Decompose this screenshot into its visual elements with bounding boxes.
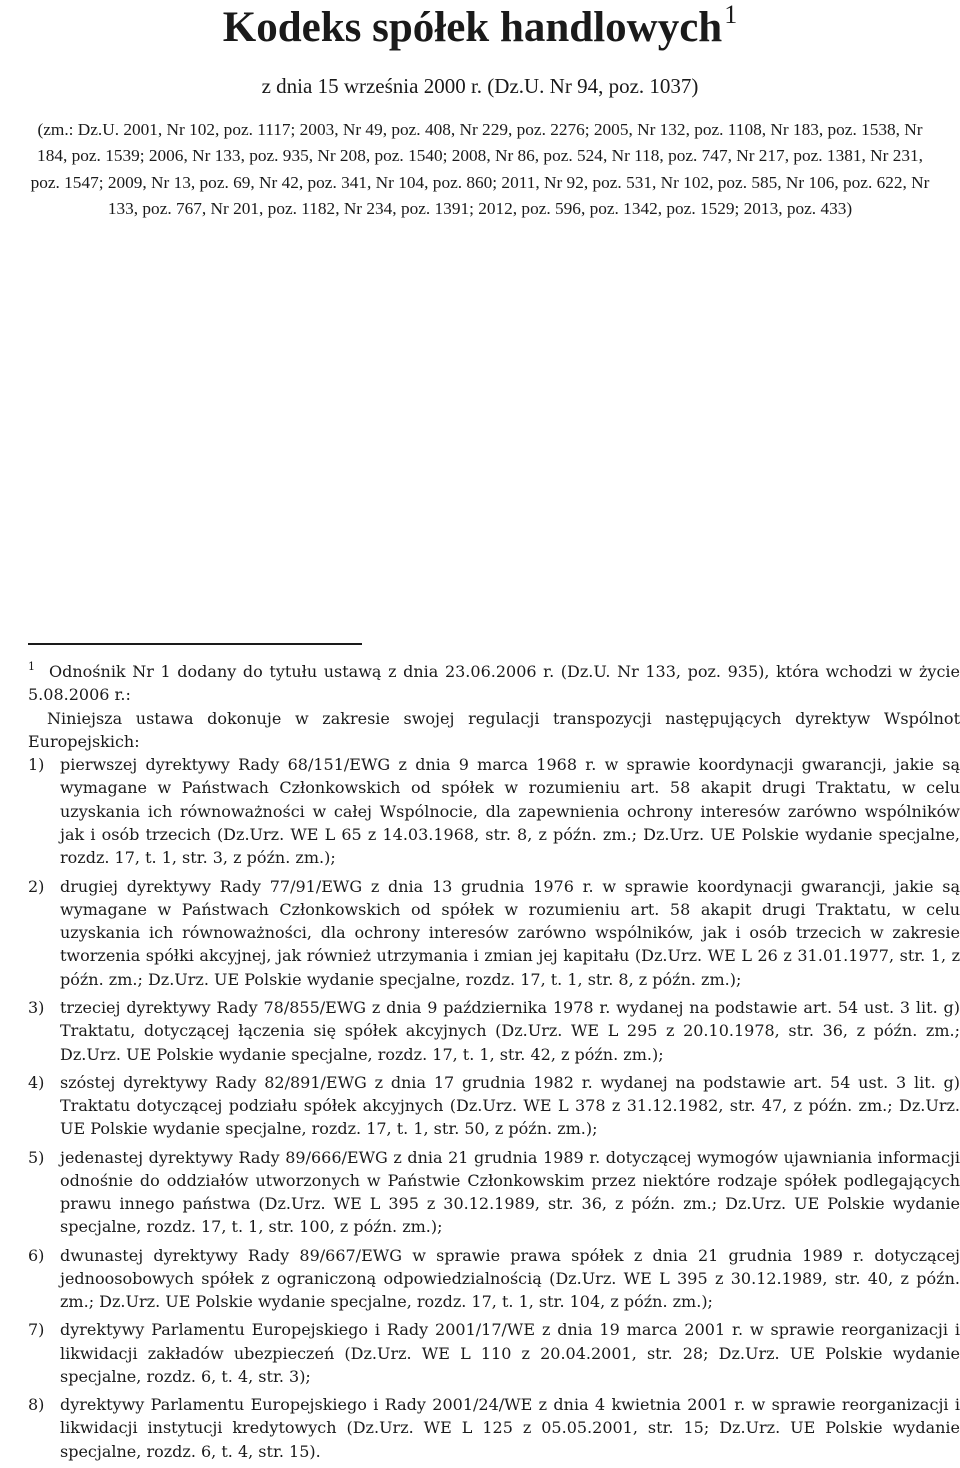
- directive-text: pierwszej dyrektywy Rady 68/151/EWG z dnia 9 marca 1968 r. w sprawie koordynacji gwarancji, jakie są wymagane w Państwach Członkowskich od spółek w rozumieniu art. 58 akapit drugi Traktatu, w celu uzyskania ich równoważności w całej Wspólnocie, dla zapewnienia ochrony interesów zarówno wspólników jak i osób trzecich (Dz.Urz. WE L 65 z 14.03.1968, str. 8, z późn. zm.; Dz.Urz. UE Polskie wydanie specjalne, rozdz. 17, t. 1, str. 3, z późn. zm.);: [60, 755, 960, 868]
- footnote-header: [28, 660, 960, 707]
- directive-number: 7): [28, 1320, 45, 1340]
- directive-number: 3): [28, 997, 45, 1017]
- directive-item: [28, 996, 960, 1066]
- directive-item: [28, 1146, 960, 1239]
- directive-list: [28, 753, 960, 1463]
- directive-number: 4): [28, 1072, 45, 1092]
- directive-text: dyrektywy Parlamentu Europejskiego i Rady 2001/17/WE z dnia 19 marca 2001 r. w sprawie reorganizacji i likwidacji zakładów ubezpieczeń (Dz.Urz. WE L 110 z 20.04.2001, str. 28; Dz.Urz. UE Polskie wydanie specjalne, rozdz. 6, t. 4, str. 3);: [60, 1320, 960, 1386]
- footnote-mark: 1: [28, 660, 35, 673]
- footnote-intro: Niniejsza ustawa dokonuje w zakresie swojej regulacji transpozycji następujących dyrektyw Wspólnot Europejskich:: [28, 708, 960, 751]
- directive-number: 6): [28, 1245, 45, 1265]
- directive-text: trzeciej dyrektywy Rady 78/855/EWG z dnia 9 października 1978 r. wydanej na podstawie art. 54 ust. 3 lit. g) Traktatu, dotyczącej łączenia się spółek akcyjnych (Dz.Urz. WE L 295 z 20.10.1978, str. 36, z późn. zm.; Dz.Urz. UE Polskie wydanie specjalne, rozdz. 17, t. 1, str. 42, z późn. zm.);: [60, 997, 960, 1064]
- directive-text: szóstej dyrektywy Rady 82/891/EWG z dnia 17 grudnia 1982 r. wydanej na podstawie art. 54 ust. 3 lit. g) Traktatu dotyczącej podziału spółek akcyjnych (Dz.Urz. WE L 378 z 31.12.1982, str. 47, z późn. zm.; Dz.Urz. UE Polskie wydanie specjalne, rozdz. 17, t. 1, str. 50, z późn. zm.);: [60, 1072, 960, 1139]
- directive-text: dyrektywy Parlamentu Europejskiego i Rady 2001/24/WE z dnia 4 kwietnia 2001 r. w sprawie reorganizacji i likwidacji instytucji kredytowych (Dz.Urz. WE L 125 z 05.05.2001, str. 15; Dz.Urz. UE Polskie wydanie specjalne, rozdz. 6, t. 4, str. 15).: [60, 1395, 960, 1461]
- document-date-source: z dnia 15 września 2000 r. (Dz.U. Nr 94, poz. 1037): [261, 74, 699, 98]
- directive-number: 2): [28, 876, 45, 896]
- footnote: [28, 660, 960, 1468]
- document-title: [0, 2, 960, 54]
- amendments-list: (zm.: Dz.U. 2001, Nr 102, poz. 1117; 2003, Nr 49, poz. 408, Nr 229, poz. 2276; 2005, Nr 132, poz. 1108, Nr 183, poz. 1538, Nr 184, poz. 1539; 2006, Nr 133, poz. 935, Nr 208, poz. 1540; 2008, Nr 86, poz. 524, Nr 118, poz. 747, Nr 217, poz. 1381, Nr 231, poz. 1547; 2009, Nr 13, poz. 69, Nr 42, poz. 341, Nr 104, poz. 860; 2011, Nr 92, poz. 531, Nr 102, poz. 585, Nr 106, poz. 622, Nr 133, poz. 767, Nr 201, poz. 1182, Nr 234, poz. 1391; 2012, poz. 596, poz. 1342, poz. 1529; 2013, poz. 433): [30, 120, 930, 218]
- title-footnote-mark[interactable]: 1: [724, 0, 738, 29]
- directive-text: dwunastej dyrektywy Rady 89/667/EWG w sprawie prawa spółek z dnia 21 grudnia 1989 r. dotyczącej jednoosobowych spółek z ograniczoną odpowiedzialnością (Dz.Urz. WE L 395 z 30.12.1989, str. 40, z późn. zm.; Dz.Urz. UE Polskie wydanie specjalne, rozdz. 17, t. 1, str. 104, z późn. zm.);: [60, 1245, 960, 1312]
- directive-text: jedenastej dyrektywy Rady 89/666/EWG z dnia 21 grudnia 1989 r. dotyczącej wymogów ujawniania informacji odnośnie do oddziałów utworzonych w Państwie Członkowskim przez niektóre rodzaje spółek podlegających prawu innego państwa (Dz.Urz. WE L 395 z 30.12.1989, str. 36, z późn. zm.; Dz.Urz. UE Polskie wydanie specjalne, rozdz. 17, t. 1, str. 100, z późn. zm.);: [60, 1147, 960, 1237]
- directive-number: 5): [28, 1147, 45, 1167]
- footnote-divider: [28, 643, 362, 645]
- directive-number: 8): [28, 1395, 45, 1415]
- directive-item: [28, 1071, 960, 1141]
- directive-item: [28, 753, 960, 869]
- directive-item: [28, 1393, 960, 1463]
- footnote-header-text: Odnośnik Nr 1 dodany do tytułu ustawą z dnia 23.06.2006 r. (Dz.U. Nr 133, poz. 935), która wchodzi w życie 5.08.2006 r.:: [28, 662, 960, 705]
- directive-text: drugiej dyrektywy Rady 77/91/EWG z dnia 13 grudnia 1976 r. w sprawie koordynacji gwarancji, jakie są wymagane w Państwach Członkowskich od spółek w rozumieniu art. 58 akapit drugi Traktatu, w celu uzyskania ich równoważności, dla ochrony interesów zarówno wspólników, jak i osób trzecich w zakresie tworzenia spółki akcyjnej, jak również utrzymania i zmian jej kapitału (Dz.Urz. WE L 26 z 31.01.1977, str. 1, z późn. zm.; Dz.Urz. UE Polskie wydanie specjalne, rozdz. 17, t. 1, str. 8, z późn. zm.);: [60, 876, 960, 989]
- directive-item: [28, 1244, 960, 1314]
- directive-number: 1): [28, 755, 45, 775]
- title-text: Kodeks spółek handlowych: [222, 4, 723, 51]
- directive-item: [28, 875, 960, 991]
- directive-item: [28, 1318, 960, 1388]
